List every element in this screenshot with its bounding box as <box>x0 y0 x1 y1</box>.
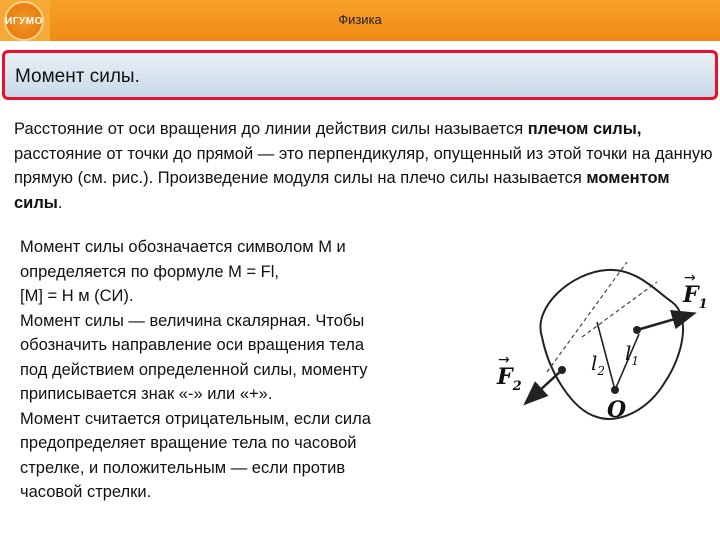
moment-of-force-diagram <box>487 262 717 437</box>
description-line: Момент силы — величина скалярная. Чтобы <box>20 311 365 330</box>
f1-vector-arrow: → <box>684 270 696 286</box>
label-f1: $F_1$ <box>683 282 708 312</box>
description-line: [M] = Н м (СИ). <box>20 287 134 305</box>
rotation-axis-point <box>611 386 619 394</box>
definition-text-2: расстояние от точки до прямой — это перпендикуляр, опущенный из этой точки на данную прямую (см. рис.). Произведение модуля силы на плечо силы называется <box>14 144 713 187</box>
arm-l2 <box>597 322 615 390</box>
definition-text-3: . <box>57 193 63 212</box>
description-line: определяется по формуле M = Fl, <box>20 262 279 281</box>
description-line: Момент считается отрицательным, если сила <box>20 409 371 428</box>
slide-title: Момент силы. <box>15 66 140 87</box>
definition-bold-moment: моментом силы <box>14 169 670 212</box>
force-f2-arrow <box>527 370 562 402</box>
logo: ИГУМО <box>4 1 44 41</box>
f2-vector-arrow: → <box>498 352 510 368</box>
label-l1: $l_1$ <box>625 341 640 368</box>
header-bar <box>0 0 720 41</box>
description-line: Момент силы обозначается символом M и <box>20 238 346 256</box>
line-of-action-f1 <box>547 262 627 372</box>
label-f2: $F_2$ <box>497 364 522 394</box>
description-line: часовой стрелки. <box>20 483 152 501</box>
description-line: обозначить направление оси вращения тела <box>20 336 365 354</box>
label-o: O <box>607 397 627 423</box>
definition-bold-arm: плечом силы, <box>527 120 642 138</box>
subject-title: Физика <box>338 12 382 27</box>
description-paragraph <box>20 235 465 505</box>
description-line: предопределяет вращение тела по часовой <box>20 434 357 452</box>
description-line: под действием определенной силы, моменту <box>20 360 368 379</box>
description-line: стрелке, и положительным — если против <box>20 458 346 477</box>
definition-paragraph <box>14 117 714 215</box>
label-l2: $l_2$ <box>591 351 606 378</box>
slide-title-box <box>2 50 718 100</box>
definition-text-1: Расстояние от оси вращения до линии действия силы называется <box>14 120 528 138</box>
description-line: приписывается знак «-» или «+». <box>20 385 273 403</box>
